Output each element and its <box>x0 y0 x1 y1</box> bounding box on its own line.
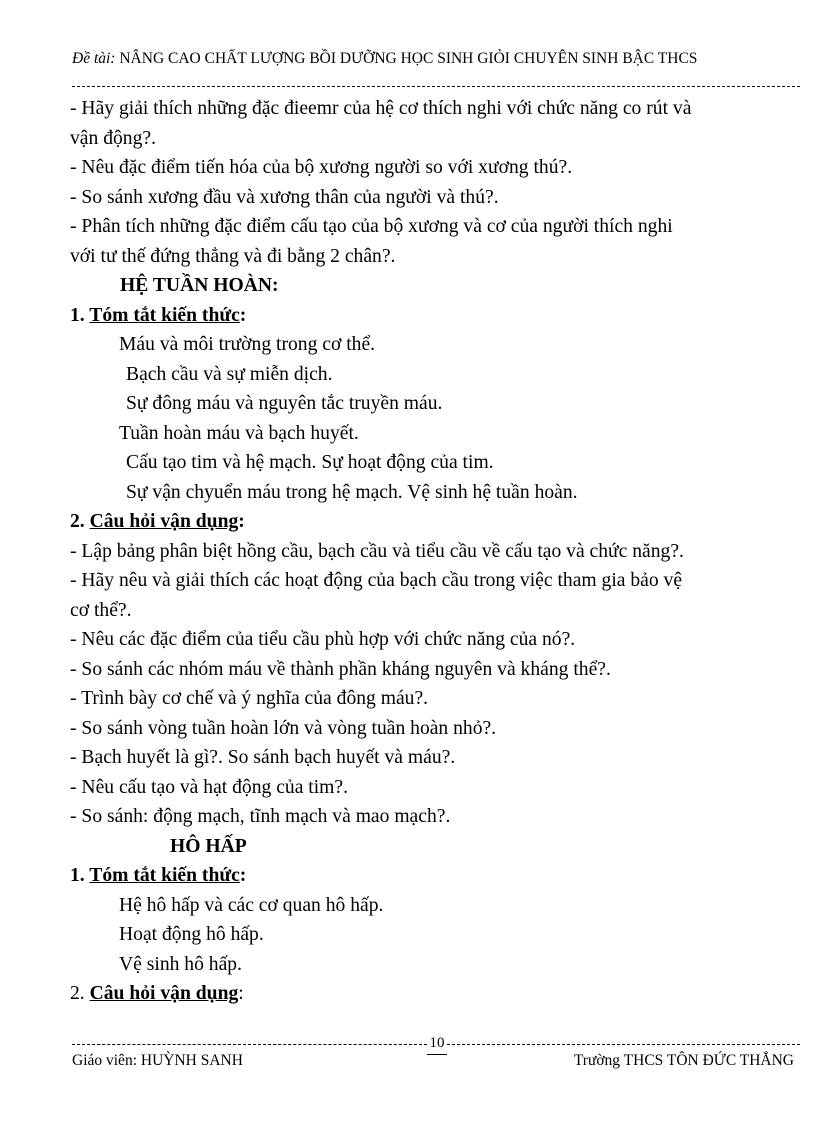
intro-line: vận động?. <box>70 127 156 149</box>
intro-line: - So sánh xương đầu và xương thân của người và thú?. <box>70 186 499 208</box>
intro-line: - Hãy giải thích những đặc đieemr của hệ cơ thích nghi với chức năng co rút và <box>70 98 692 119</box>
header-title: NÂNG CAO CHẤT LƯỢNG BỒI DƯỠNG HỌC SINH GIỎI CHUYÊN SINH BẬC THCS <box>119 50 698 67</box>
summary-item: Hệ hô hấp và các cơ quan hô hấp. <box>119 894 384 916</box>
summary-item: Máu và môi trường trong cơ thể. <box>119 334 376 355</box>
respiration-summary-heading <box>70 861 805 891</box>
footer-divider-right <box>447 1044 800 1045</box>
question-line: - Trình bày cơ chế và ý nghĩa của đông máu?. <box>70 688 429 709</box>
footer-divider-left <box>72 1044 427 1045</box>
summary-item: Vệ sinh hô hấp. <box>119 953 242 975</box>
respiration-questions-heading <box>70 979 805 1009</box>
section-title-circulation: HỆ TUẦN HOÀN: <box>120 275 279 296</box>
heading-suffix: : <box>239 304 247 326</box>
circulation-questions-heading <box>70 507 805 537</box>
intro-line: với tư thế đứng thẳng và đi bằng 2 chân?. <box>70 245 396 267</box>
heading-number: 2. <box>70 983 85 1004</box>
question-line: - Lập bảng phân biệt hồng cầu, bạch cầu và tiểu cầu về cấu tạo và chức năng?. <box>70 540 684 562</box>
heading-number: 2. <box>70 511 85 532</box>
heading-number: 1. <box>70 865 85 886</box>
document-body <box>70 94 805 1009</box>
question-line: - Nêu cấu tạo và hạt động của tim?. <box>70 776 349 798</box>
heading-text: Câu hỏi vận dụng <box>89 983 239 1004</box>
question-line: - So sánh: động mạch, tĩnh mạch và mao mạch?. <box>70 806 451 827</box>
heading-suffix: : <box>239 865 247 886</box>
question-line: - So sánh vòng tuần hoàn lớn và vòng tuần hoàn nhỏ?. <box>70 717 497 739</box>
heading-text: Tóm tắt kiến thức <box>89 865 240 886</box>
question-line: - Bạch huyết là gì?. So sánh bạch huyết và máu?. <box>70 747 456 768</box>
page-number: 10 <box>427 1035 447 1055</box>
summary-item: Bạch cầu và sự miễn dịch. <box>126 363 333 385</box>
summary-item: Sự vận chyuển máu trong hệ mạch. Vệ sinh hệ tuần hoàn. <box>126 481 578 503</box>
heading-text: Tóm tắt kiến thức <box>89 304 240 326</box>
section-title-respiration: HÔ HẤP <box>170 835 247 857</box>
header-label: Đề tài: <box>72 50 116 67</box>
summary-item: Hoạt động hô hấp. <box>119 924 264 945</box>
footer-school: Trường THCS TÔN ĐỨC THẮNG <box>573 1052 794 1069</box>
heading-number: 1. <box>70 304 85 326</box>
question-line: - So sánh các nhóm máu về thành phần kháng nguyên và kháng thể?. <box>70 658 611 680</box>
summary-item: Tuần hoàn máu và bạch huyết. <box>119 422 359 444</box>
circulation-summary-heading <box>70 301 805 331</box>
header-divider <box>72 86 800 87</box>
heading-suffix: : <box>238 511 245 532</box>
question-line: - Nêu các đặc điểm của tiểu cầu phù hợp với chức năng của nó?. <box>70 629 576 650</box>
question-line: cơ thể?. <box>70 599 132 621</box>
question-line: - Hãy nêu và giải thích các hoạt động của bạch cầu trong việc tham gia bảo vệ <box>70 570 683 591</box>
heading-suffix: : <box>238 983 244 1004</box>
heading-text: Câu hỏi vận dụng <box>89 511 239 532</box>
summary-item: Sự đông máu và nguyên tắc truyền máu. <box>126 393 443 414</box>
intro-line: - Phân tích những đặc điểm cấu tạo của bộ xương và cơ của người thích nghi <box>70 216 673 237</box>
footer-teacher: Giáo viên: HUỲNH SANH <box>72 1052 243 1069</box>
page-header <box>72 50 802 68</box>
intro-line: - Nêu đặc điểm tiến hóa của bộ xương người so với xương thú?. <box>70 157 573 178</box>
summary-item: Cấu tạo tim và hệ mạch. Sự hoạt động của tim. <box>126 452 494 473</box>
